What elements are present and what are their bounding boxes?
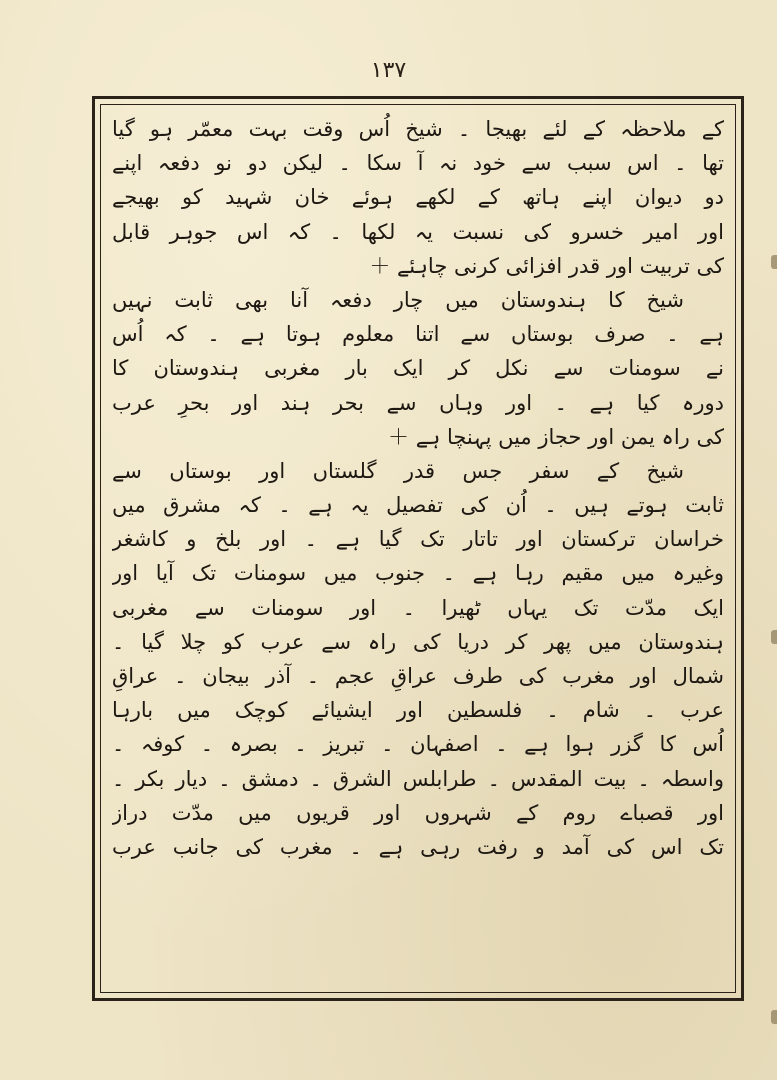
page-number: ۱۳۷: [370, 58, 407, 83]
text-line: اور قصباے روم کے شہروں اور قریوں میں مدّت دراز: [112, 800, 724, 825]
text-line: شیخ کے سفر جس قدر گلستاں اور بوستاں سے: [112, 458, 684, 483]
text-line: ثابت ہوتے ہیں ۔ اُن کی تفصیل یہ ہے ۔ کہ مشرق میں: [112, 493, 724, 518]
binding-edge: [771, 0, 777, 1080]
text-line: کے ملاحظہ کے لئے بھیجا ۔ شیخ اُس وقت بہت معمّر ہو گیا: [112, 117, 724, 141]
text-line: نے سومنات سے نکل کر ایک بار مغربی ہندوستان کا: [112, 356, 724, 381]
text-line: کی راہ یمن اور حجاز میں پہنچا ہے ＋: [388, 424, 724, 449]
text-line: شمال اور مغرب کی طرف عراقِ عجم ۔ آذر بیجان ۔ عراقِ: [112, 664, 724, 688]
text-line: ہندوستان میں پھر کر دریا کی راہ سے عرب کو چلا گیا ۔: [112, 629, 724, 654]
text-line: دورہ کیا ہے ۔ اور وہاں سے بحر ہند اور بحرِ عرب: [112, 390, 724, 415]
text-line: اُس کا گزر ہوا ہے ۔ اصفہان ۔ تبریز ۔ بصرہ ۔ کوفہ ۔: [112, 732, 724, 757]
text-line: شیخ کا ہندوستان میں چار دفعہ آنا بھی ثابت نہیں: [112, 287, 684, 312]
text-line: واسطہ ۔ بیت المقدس ۔ طرابلس الشرق ۔ دمشق ۔ دیار بکر ۔: [112, 766, 724, 791]
text-line: ہے ۔ صرف بوستاں سے اتنا معلوم ہوتا ہے ۔ کہ اُس: [112, 322, 724, 347]
text-line: کی تربیت اور قدر افزائی کرنی چاہئے ＋: [369, 253, 724, 278]
binding-mark: [771, 630, 777, 644]
binding-mark: [771, 1010, 777, 1024]
text-line: دو دیوان اپنے ہاتھ کے لکھے ہوئے خان شہید کو بھیجے: [112, 185, 724, 210]
text-line: ایک مدّت تک یہاں ٹھیرا ۔ اور سومنات سے مغربی: [112, 595, 724, 620]
text-line: عرب ۔ شام ۔ فلسطین اور ایشیائے کوچک میں بارہا: [112, 698, 724, 723]
binding-mark: [771, 255, 777, 269]
text-line: وغیرہ میں مقیم رہا ہے ۔ جنوب میں سومنات تک آیا اور: [112, 561, 724, 586]
text-line: اور امیر خسرو کی نسبت یہ لکھا ۔ کہ اس جوہر قابل: [112, 219, 724, 244]
text-line: خراسان ترکستان اور تاتار تک گیا ہے ۔ اور بلخ و کاشغر: [112, 527, 724, 552]
text-line: تک اس کی آمد و رفت رہی ہے ۔ مغرب کی جانب عرب: [112, 834, 724, 859]
body-text: [112, 112, 724, 990]
text-line: تھا ۔ اس سبب سے خود نہ آ سکا ۔ لیکن دو نو دفعہ اپنے: [112, 151, 724, 176]
